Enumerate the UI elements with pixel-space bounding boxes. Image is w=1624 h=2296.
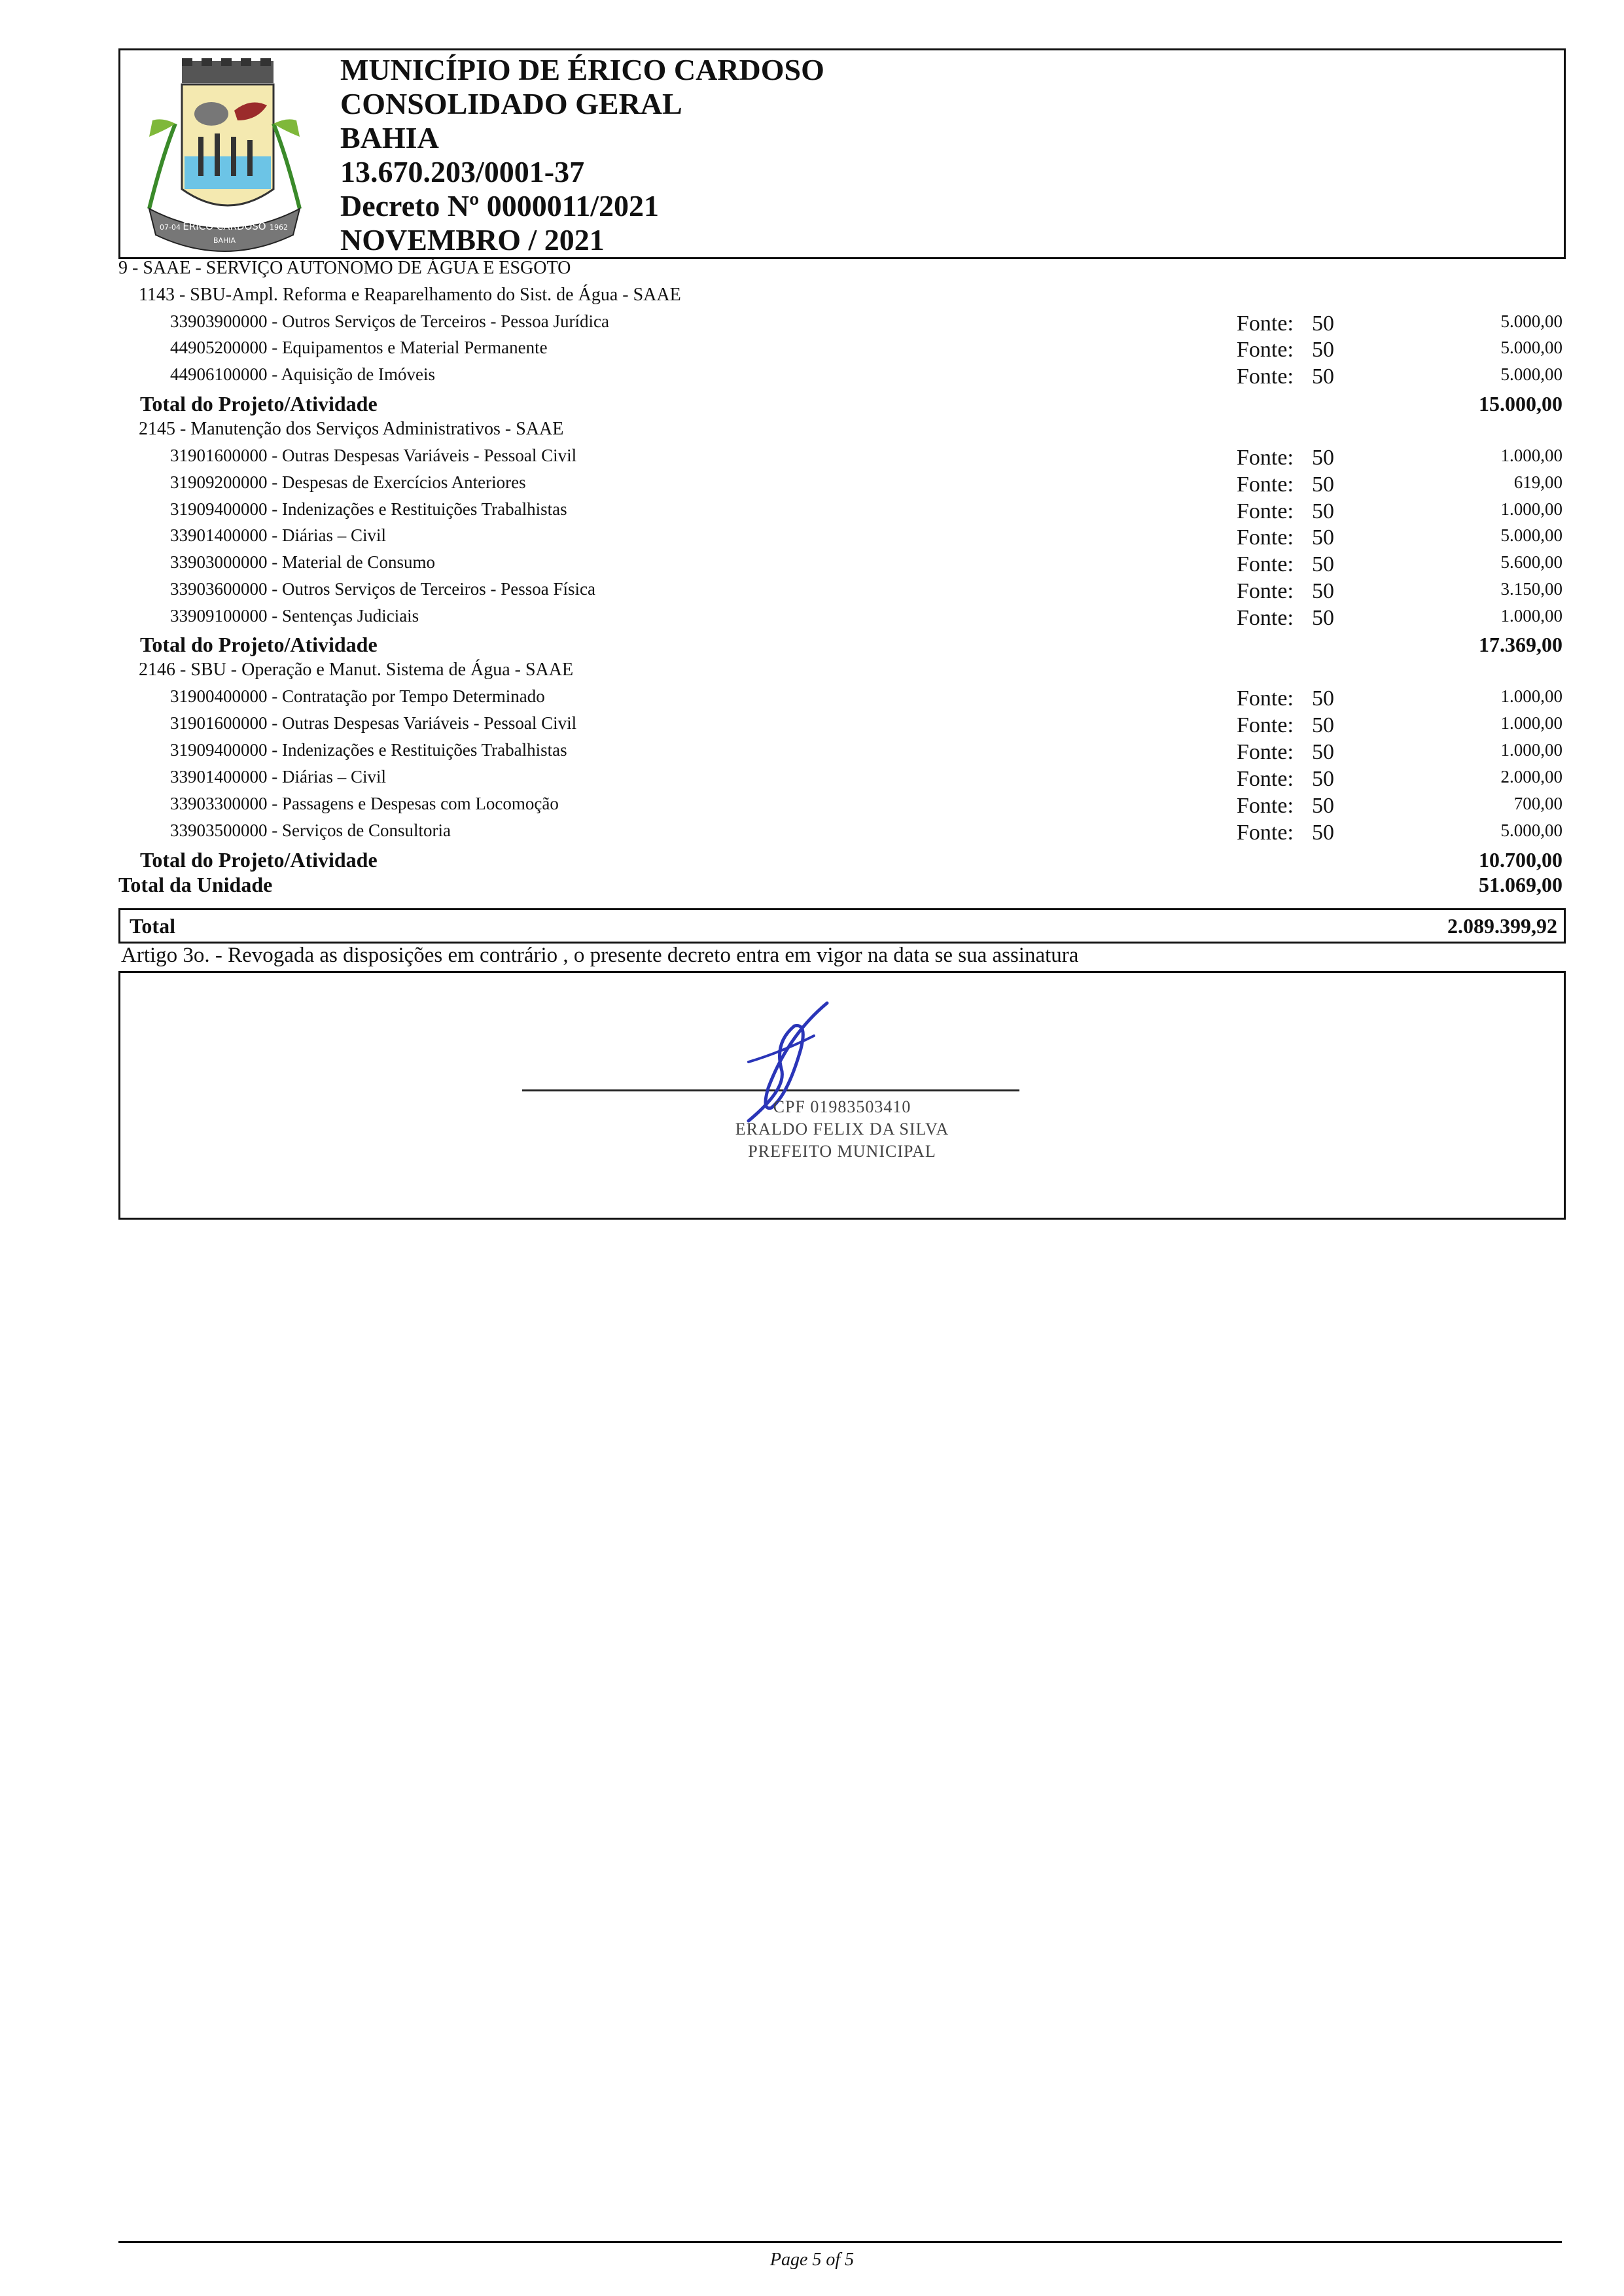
line-item xyxy=(0,821,1624,847)
item-amount: 5.600,00 xyxy=(1500,552,1562,572)
line-item xyxy=(0,311,1624,338)
svg-text:1962: 1962 xyxy=(270,223,288,232)
unit-total-row xyxy=(0,873,1624,899)
fonte-label: Fonte: xyxy=(1237,499,1294,523)
item-amount: 5.000,00 xyxy=(1500,364,1562,384)
item-amount: 5.000,00 xyxy=(1500,821,1562,840)
line-item xyxy=(0,606,1624,632)
item-description: 33901400000 - Diárias – Civil xyxy=(170,525,386,545)
item-description: 31901600000 - Outras Despesas Variáveis - Pessoal Civil xyxy=(170,713,577,733)
fonte-number: 50 xyxy=(1312,821,1334,845)
line-item xyxy=(0,552,1624,578)
line-item xyxy=(0,499,1624,525)
fonte-number: 50 xyxy=(1312,446,1334,470)
item-description: 33909100000 - Sentenças Judiciais xyxy=(170,606,419,626)
artigo-text: Artigo 3o. - Revogada as disposições em contrário , o presente decreto entra em vigor na data se sua assinatura xyxy=(121,944,1079,967)
fonte-label: Fonte: xyxy=(1237,338,1294,362)
item-amount: 700,00 xyxy=(1513,794,1562,813)
project-total-row xyxy=(0,633,1624,659)
line-item xyxy=(0,525,1624,552)
item-description: 31909400000 - Indenizações e Restituições Trabalhistas xyxy=(170,499,567,519)
fonte-label: Fonte: xyxy=(1237,364,1294,389)
project-title: 2146 - SBU - Operação e Manut. Sistema de Água - SAAE xyxy=(139,660,574,680)
fonte-label: Fonte: xyxy=(1237,472,1294,497)
item-amount: 619,00 xyxy=(1513,472,1562,492)
project-title: 2145 - Manutenção dos Serviços Administrativos - SAAE xyxy=(139,419,564,439)
fonte-label: Fonte: xyxy=(1237,525,1294,550)
project-total-label: Total do Projeto/Atividade xyxy=(140,633,378,656)
fonte-label: Fonte: xyxy=(1237,686,1294,711)
signer-name: ERALDO FELIX DA SILVA xyxy=(735,1120,949,1139)
fonte-number: 50 xyxy=(1312,686,1334,711)
header-municipality: MUNICÍPIO DE ÉRICO CARDOSO xyxy=(340,53,824,86)
project-total-amount: 10.700,00 xyxy=(1479,848,1562,872)
project-total-amount: 17.369,00 xyxy=(1479,633,1562,656)
item-description: 31909400000 - Indenizações e Restituições Trabalhistas xyxy=(170,740,567,760)
svg-text:ERICO CARDOSO: ERICO CARDOSO xyxy=(183,221,266,232)
fonte-number: 50 xyxy=(1312,713,1334,737)
line-item xyxy=(0,364,1624,391)
header-decree: Decreto Nº 0000011/2021 xyxy=(340,189,660,222)
municipal-crest-logo xyxy=(136,58,313,255)
project-title: 1143 - SBU-Ampl. Reforma e Reaparelhamento do Sist. de Água - SAAE xyxy=(139,285,681,305)
item-description: 44906100000 - Aquisição de Imóveis xyxy=(170,364,435,384)
fonte-label: Fonte: xyxy=(1237,767,1294,791)
fonte-label: Fonte: xyxy=(1237,821,1294,845)
svg-text:07-04: 07-04 xyxy=(160,223,181,232)
header-consolidated: CONSOLIDADO GERAL xyxy=(340,87,682,120)
item-description: 33901400000 - Diárias – Civil xyxy=(170,767,386,786)
item-description: 33903000000 - Material de Consumo xyxy=(170,552,435,572)
fonte-label: Fonte: xyxy=(1237,606,1294,630)
item-amount: 1.000,00 xyxy=(1500,740,1562,760)
line-item xyxy=(0,686,1624,713)
line-item xyxy=(0,338,1624,364)
signer-cpf: CPF 01983503410 xyxy=(773,1097,911,1116)
fonte-label: Fonte: xyxy=(1237,579,1294,603)
item-amount: 2.000,00 xyxy=(1500,767,1562,786)
project-row xyxy=(0,419,1624,445)
item-amount: 1.000,00 xyxy=(1500,713,1562,733)
item-description: 44905200000 - Equipamentos e Material Permanente xyxy=(170,338,548,357)
fonte-number: 50 xyxy=(1312,525,1334,550)
line-item xyxy=(0,767,1624,793)
page-number: Page 5 of 5 xyxy=(769,2250,855,2270)
project-total-amount: 15.000,00 xyxy=(1479,392,1562,415)
project-total-label: Total do Projeto/Atividade xyxy=(140,392,378,415)
grand-total-box xyxy=(118,908,1566,944)
fonte-label: Fonte: xyxy=(1237,446,1294,470)
fonte-label: Fonte: xyxy=(1237,552,1294,576)
unit-row xyxy=(0,258,1624,284)
unit-total-label: Total da Unidade xyxy=(118,873,273,896)
signer-role: PREFEITO MUNICIPAL xyxy=(748,1142,936,1161)
fonte-number: 50 xyxy=(1312,579,1334,603)
header-state: BAHIA xyxy=(340,121,439,154)
fonte-label: Fonte: xyxy=(1237,794,1294,818)
item-description: 31900400000 - Contratação por Tempo Determinado xyxy=(170,686,545,706)
project-row xyxy=(0,660,1624,686)
fonte-label: Fonte: xyxy=(1237,713,1294,737)
line-item xyxy=(0,446,1624,472)
item-amount: 1.000,00 xyxy=(1500,446,1562,465)
fonte-number: 50 xyxy=(1312,740,1334,764)
line-item xyxy=(0,794,1624,820)
item-amount: 1.000,00 xyxy=(1500,499,1562,519)
item-description: 33903300000 - Passagens e Despesas com Locomoção xyxy=(170,794,559,813)
fonte-number: 50 xyxy=(1312,338,1334,362)
item-amount: 5.000,00 xyxy=(1500,311,1562,331)
line-item xyxy=(0,472,1624,499)
fonte-label: Fonte: xyxy=(1237,311,1294,336)
fonte-number: 50 xyxy=(1312,364,1334,389)
item-amount: 5.000,00 xyxy=(1500,338,1562,357)
fonte-number: 50 xyxy=(1312,767,1334,791)
item-description: 31901600000 - Outras Despesas Variáveis - Pessoal Civil xyxy=(170,446,577,465)
fonte-number: 50 xyxy=(1312,472,1334,497)
header-period: NOVEMBRO / 2021 xyxy=(340,223,605,256)
header-cnpj: 13.670.203/0001-37 xyxy=(340,155,585,188)
item-amount: 5.000,00 xyxy=(1500,525,1562,545)
document-header xyxy=(118,48,1566,259)
grand-total-label: Total xyxy=(130,914,175,938)
line-item xyxy=(0,579,1624,605)
footer-rule xyxy=(118,2241,1562,2243)
signature-box xyxy=(118,971,1566,1220)
grand-total-amount: 2.089.399,92 xyxy=(1447,914,1557,938)
item-amount: 1.000,00 xyxy=(1500,686,1562,706)
fonte-number: 50 xyxy=(1312,311,1334,336)
fonte-number: 50 xyxy=(1312,552,1334,576)
line-item xyxy=(0,740,1624,766)
fonte-number: 50 xyxy=(1312,794,1334,818)
item-description: 33903500000 - Serviços de Consultoria xyxy=(170,821,451,840)
project-total-row xyxy=(0,392,1624,418)
item-description: 31909200000 - Despesas de Exercícios Anteriores xyxy=(170,472,526,492)
fonte-number: 50 xyxy=(1312,606,1334,630)
project-total-row xyxy=(0,848,1624,874)
project-row xyxy=(0,285,1624,311)
item-amount: 3.150,00 xyxy=(1500,579,1562,599)
fonte-label: Fonte: xyxy=(1237,740,1294,764)
item-amount: 1.000,00 xyxy=(1500,606,1562,626)
fonte-number: 50 xyxy=(1312,499,1334,523)
line-item xyxy=(0,713,1624,739)
svg-text:BAHIA: BAHIA xyxy=(213,236,236,245)
item-description: 33903600000 - Outros Serviços de Terceiros - Pessoa Física xyxy=(170,579,596,599)
project-total-label: Total do Projeto/Atividade xyxy=(140,848,378,872)
item-description: 33903900000 - Outros Serviços de Terceiros - Pessoa Jurídica xyxy=(170,311,609,331)
unit-total-amount: 51.069,00 xyxy=(1479,873,1562,896)
unit-title: 9 - SAAE - SERVIÇO AUTONOMO DE ÁGUA E ESGOTO xyxy=(118,258,571,278)
